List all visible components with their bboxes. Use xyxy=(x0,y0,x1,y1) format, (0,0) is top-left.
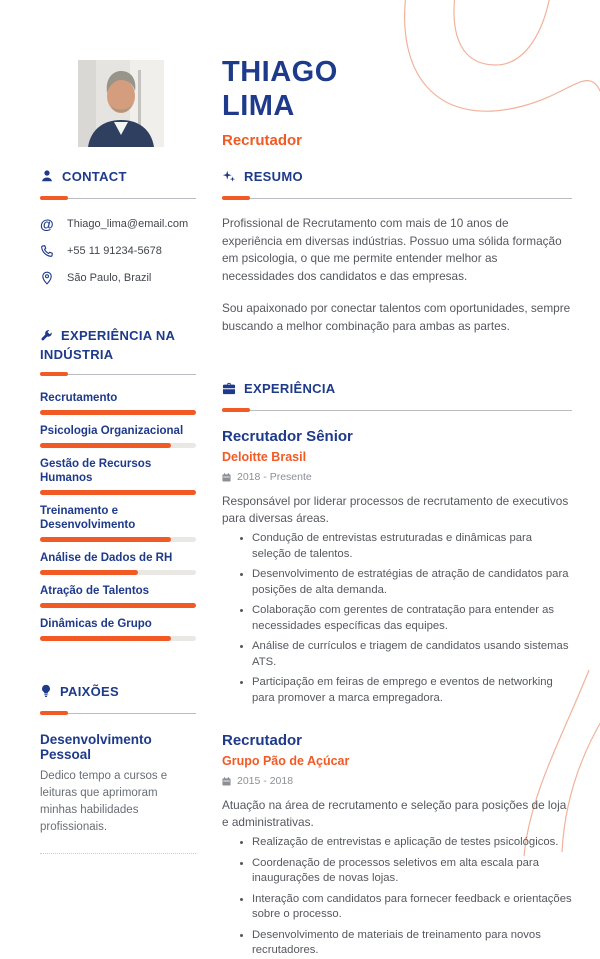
at-icon: @ xyxy=(40,216,54,232)
skill-bar xyxy=(40,603,196,608)
job-company: Grupo Pão de Açúcar xyxy=(222,754,350,768)
job-period: 2015 - 2018 xyxy=(222,775,572,787)
skill-item: Atração de Talentos xyxy=(40,584,196,608)
section-rule xyxy=(40,196,196,200)
job-bullet: • Coordenação de processos seletivos em alta escala para inaugurações de novas lojas. xyxy=(252,856,572,887)
contact-section xyxy=(40,168,196,285)
job-title: Recrutador Sênior xyxy=(222,428,353,445)
job-entry xyxy=(222,428,572,706)
header-job-title: Recrutador xyxy=(222,132,303,149)
skill-bar xyxy=(40,537,196,542)
location-icon xyxy=(40,271,57,285)
briefcase-icon xyxy=(222,382,236,399)
skill-item: Treinamento e Desenvolvimento xyxy=(40,504,196,542)
passions-section xyxy=(40,683,196,854)
phone-icon xyxy=(40,244,57,258)
decorative-curves-top-right xyxy=(378,0,600,185)
sparkles-icon xyxy=(222,169,236,187)
last-name: LIMA xyxy=(222,90,295,122)
passions-heading: PAIXÕES xyxy=(40,683,196,702)
calendar-icon xyxy=(222,777,231,786)
section-rule xyxy=(222,408,572,412)
job-company: Deloitte Brasil xyxy=(222,450,307,464)
skill-item: Gestão de Recursos Humanos xyxy=(40,457,196,495)
experiencia-heading: EXPERIÊNCIA xyxy=(222,380,572,399)
job-summary: Responsável por liderar processos de recrutamento de executivos para diversas áreas. xyxy=(222,494,569,525)
resumo-paragraph: Sou apaixonado por conectar talentos com oportunidades, sempre buscando a melhor combinação para ambas as partes. xyxy=(222,301,571,333)
resumo-heading: RESUMO xyxy=(222,168,572,187)
industry-experience-heading: EXPERIÊNCIA NA INDÚSTRIA xyxy=(40,328,175,362)
contact-location: São Paulo, Brazil xyxy=(67,272,152,284)
skill-bar xyxy=(40,410,196,415)
job-bullet-list xyxy=(222,835,572,959)
industry-experience-section xyxy=(40,327,196,641)
resume-header xyxy=(78,56,338,149)
resumo-paragraph: Profissional de Recrutamento com mais de 10 anos de experiência em diversas indústrias. Possuo uma sólida formação em psicologia, o que me permite entender melhor as necessidades dos candidatos e das empresas. xyxy=(222,216,562,283)
wrench-icon xyxy=(40,329,53,346)
skill-bar xyxy=(40,443,196,448)
job-bullet: • Condução de entrevistas estruturadas e dinâmicas para seleção de talentos. xyxy=(252,531,572,562)
job-bullet: • Análise de currículos e triagem de candidatos usando sistemas ATS. xyxy=(252,639,572,670)
sidebar xyxy=(40,168,196,959)
skill-bar xyxy=(40,490,196,495)
passion-title: Desenvolvimento Pessoal xyxy=(40,732,152,762)
content-columns xyxy=(40,168,572,959)
profile-photo xyxy=(78,60,164,147)
contact-list xyxy=(40,217,196,285)
job-summary: Atuação na área de recrutamento e seleção para posições de loja e administrativas. xyxy=(222,798,567,829)
contact-item-email xyxy=(40,217,196,231)
section-rule xyxy=(40,711,196,715)
experiencia-section xyxy=(222,380,572,959)
skill-item: Recrutamento xyxy=(40,391,196,415)
job-period: 2018 - Presente xyxy=(222,471,572,483)
profile-photo-illustration xyxy=(78,60,164,147)
skill-item: Análise de Dados de RH xyxy=(40,551,196,575)
contact-heading: CONTACT xyxy=(40,168,196,187)
first-name: THIAGO xyxy=(222,56,338,88)
skill-bar xyxy=(40,636,196,641)
job-bullet: • Colaboração com gerentes de contratação para entender as necessidades específicas das equipes. xyxy=(252,603,572,634)
job-bullet: • Interação com candidatos para fornecer feedback e orientações sobre o processo. xyxy=(252,892,572,923)
job-entry xyxy=(222,732,572,959)
job-bullet: • Realização de entrevistas e aplicação de testes psicológicos. xyxy=(252,835,572,851)
job-bullet: • Participação em feiras de emprego e eventos de networking para promover a marca empregadora. xyxy=(252,675,572,706)
skill-item: Psicologia Organizacional xyxy=(40,424,196,448)
job-bullet: • Desenvolvimento de materiais de treinamento para novos recrutadores. xyxy=(252,928,572,959)
contact-item-location xyxy=(40,271,196,285)
skill-item: Dinâmicas de Grupo xyxy=(40,617,196,641)
section-rule xyxy=(40,372,196,376)
contact-item-phone xyxy=(40,244,196,258)
name-block xyxy=(222,55,338,149)
passion-text: Dedico tempo a cursos e leituras que aprimoram minhas habilidades profissionais. xyxy=(40,770,168,833)
calendar-icon xyxy=(222,473,231,482)
resumo-section xyxy=(222,168,572,335)
job-title: Recrutador xyxy=(222,732,303,749)
skill-bar xyxy=(40,570,196,575)
job-bullet-list xyxy=(222,531,572,706)
person-icon xyxy=(40,169,54,187)
section-rule xyxy=(222,196,572,200)
contact-phone: +55 11 91234-5678 xyxy=(67,245,162,257)
contact-email: Thiago_lima@email.com xyxy=(67,218,189,230)
skills-list xyxy=(40,391,196,641)
passion-item xyxy=(40,732,196,854)
lightbulb-icon xyxy=(40,684,52,702)
job-bullet: • Desenvolvimento de estratégias de atração de candidatos para posições de alta demanda. xyxy=(252,567,572,598)
main-column xyxy=(222,168,572,959)
